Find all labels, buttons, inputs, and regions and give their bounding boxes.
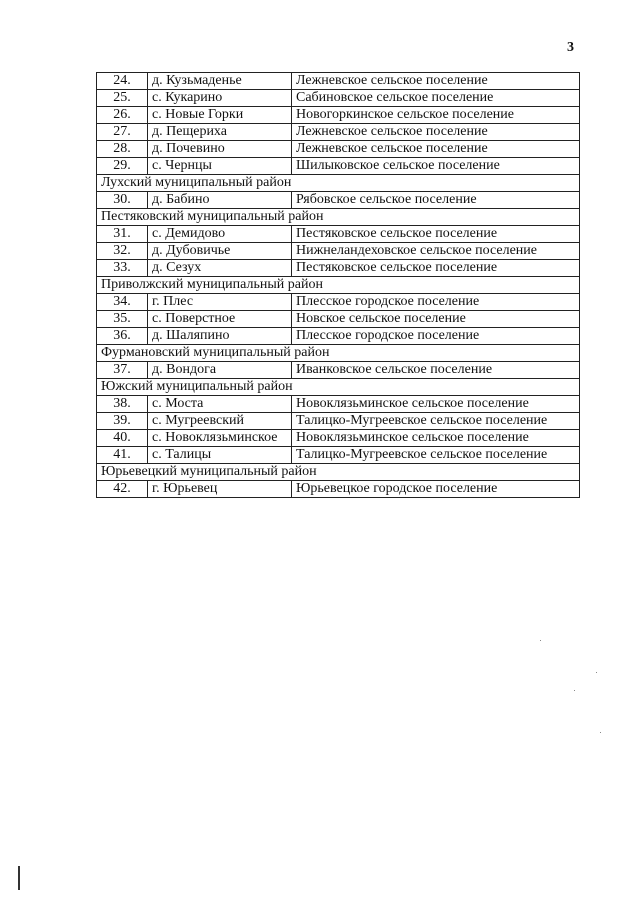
table-row bbox=[97, 413, 580, 430]
district-name: Приволжский муниципальный район bbox=[97, 277, 580, 294]
settlement-name: Лежневское сельское поселение bbox=[292, 141, 580, 158]
row-number: 39. bbox=[97, 413, 148, 430]
settlement-name: Новогоркинское сельское поселение bbox=[292, 107, 580, 124]
table-row bbox=[97, 396, 580, 413]
row-number: 42. bbox=[97, 481, 148, 498]
locality-name: д. Вондога bbox=[148, 362, 292, 379]
settlement-name: Юрьевецкое городское поселение bbox=[292, 481, 580, 498]
settlement-name: Иванковское сельское поселение bbox=[292, 362, 580, 379]
scan-speck bbox=[600, 732, 601, 733]
row-number: 29. bbox=[97, 158, 148, 175]
locality-name: с. Чернцы bbox=[148, 158, 292, 175]
locality-name: д. Почевино bbox=[148, 141, 292, 158]
settlement-name: Пестяковское сельское поселение bbox=[292, 226, 580, 243]
settlement-name: Плесское городское поселение bbox=[292, 294, 580, 311]
settlement-name: Новское сельское поселение bbox=[292, 311, 580, 328]
settlement-name: Шилыковское сельское поселение bbox=[292, 158, 580, 175]
row-number: 36. bbox=[97, 328, 148, 345]
row-number: 40. bbox=[97, 430, 148, 447]
district-name: Юрьевецкий муниципальный район bbox=[97, 464, 580, 481]
table-row bbox=[97, 447, 580, 464]
locality-name: с. Новые Горки bbox=[148, 107, 292, 124]
settlement-name: Лежневское сельское поселение bbox=[292, 124, 580, 141]
row-number: 28. bbox=[97, 141, 148, 158]
locality-name: с. Мугреевский bbox=[148, 413, 292, 430]
table-row bbox=[97, 260, 580, 277]
locality-name: с. Моста bbox=[148, 396, 292, 413]
settlements-table bbox=[96, 72, 580, 498]
locality-name: с. Поверстное bbox=[148, 311, 292, 328]
table-row bbox=[97, 226, 580, 243]
table-row bbox=[97, 158, 580, 175]
district-header-row bbox=[97, 175, 580, 192]
locality-name: с. Талицы bbox=[148, 447, 292, 464]
locality-name: с. Новоклязьминское bbox=[148, 430, 292, 447]
row-number: 33. bbox=[97, 260, 148, 277]
locality-name: д. Пещериха bbox=[148, 124, 292, 141]
settlement-name: Новоклязьминское сельское поселение bbox=[292, 396, 580, 413]
district-header-row bbox=[97, 209, 580, 226]
row-number: 24. bbox=[97, 73, 148, 90]
settlement-name: Плесское городское поселение bbox=[292, 328, 580, 345]
district-header-row bbox=[97, 345, 580, 362]
settlements-table-body bbox=[97, 73, 580, 498]
row-number: 35. bbox=[97, 311, 148, 328]
settlement-name: Пестяковское сельское поселение bbox=[292, 260, 580, 277]
locality-name: д. Сезух bbox=[148, 260, 292, 277]
settlement-name: Новоклязьминское сельское поселение bbox=[292, 430, 580, 447]
table-row bbox=[97, 107, 580, 124]
row-number: 38. bbox=[97, 396, 148, 413]
locality-name: г. Юрьевец bbox=[148, 481, 292, 498]
locality-name: д. Шаляпино bbox=[148, 328, 292, 345]
table-row bbox=[97, 328, 580, 345]
locality-name: д. Дубовичье bbox=[148, 243, 292, 260]
settlement-name: Талицко-Мугреевское сельское поселение bbox=[292, 413, 580, 430]
district-header-row bbox=[97, 277, 580, 294]
row-number: 32. bbox=[97, 243, 148, 260]
row-number: 26. bbox=[97, 107, 148, 124]
table-row bbox=[97, 141, 580, 158]
table-row bbox=[97, 124, 580, 141]
settlement-name: Талицко-Мугреевское сельское поселение bbox=[292, 447, 580, 464]
locality-name: г. Плес bbox=[148, 294, 292, 311]
settlement-name: Рябовское сельское поселение bbox=[292, 192, 580, 209]
table-row bbox=[97, 294, 580, 311]
district-name: Фурмановский муниципальный район bbox=[97, 345, 580, 362]
locality-name: д. Бабино bbox=[148, 192, 292, 209]
settlement-name: Нижнеландеховское сельское поселение bbox=[292, 243, 580, 260]
row-number: 37. bbox=[97, 362, 148, 379]
district-header-row bbox=[97, 379, 580, 396]
row-number: 34. bbox=[97, 294, 148, 311]
row-number: 25. bbox=[97, 90, 148, 107]
table-row bbox=[97, 362, 580, 379]
scan-speck bbox=[540, 640, 541, 641]
page-number: 3 bbox=[567, 40, 574, 55]
table-row bbox=[97, 481, 580, 498]
table-row bbox=[97, 192, 580, 209]
scan-speck bbox=[596, 672, 597, 673]
row-number: 31. bbox=[97, 226, 148, 243]
locality-name: с. Демидово bbox=[148, 226, 292, 243]
district-name: Южский муниципальный район bbox=[97, 379, 580, 396]
row-number: 30. bbox=[97, 192, 148, 209]
scan-edge-mark bbox=[18, 866, 20, 890]
table-row bbox=[97, 90, 580, 107]
row-number: 41. bbox=[97, 447, 148, 464]
district-name: Лухский муниципальный район bbox=[97, 175, 580, 192]
scan-speck bbox=[574, 690, 575, 691]
table-row bbox=[97, 243, 580, 260]
settlement-name: Лежневское сельское поселение bbox=[292, 73, 580, 90]
district-header-row bbox=[97, 464, 580, 481]
table-row bbox=[97, 73, 580, 90]
row-number: 27. bbox=[97, 124, 148, 141]
settlement-name: Сабиновское сельское поселение bbox=[292, 90, 580, 107]
locality-name: с. Кукарино bbox=[148, 90, 292, 107]
district-name: Пестяковский муниципальный район bbox=[97, 209, 580, 226]
table-row bbox=[97, 430, 580, 447]
table-row bbox=[97, 311, 580, 328]
locality-name: д. Кузьмаденье bbox=[148, 73, 292, 90]
